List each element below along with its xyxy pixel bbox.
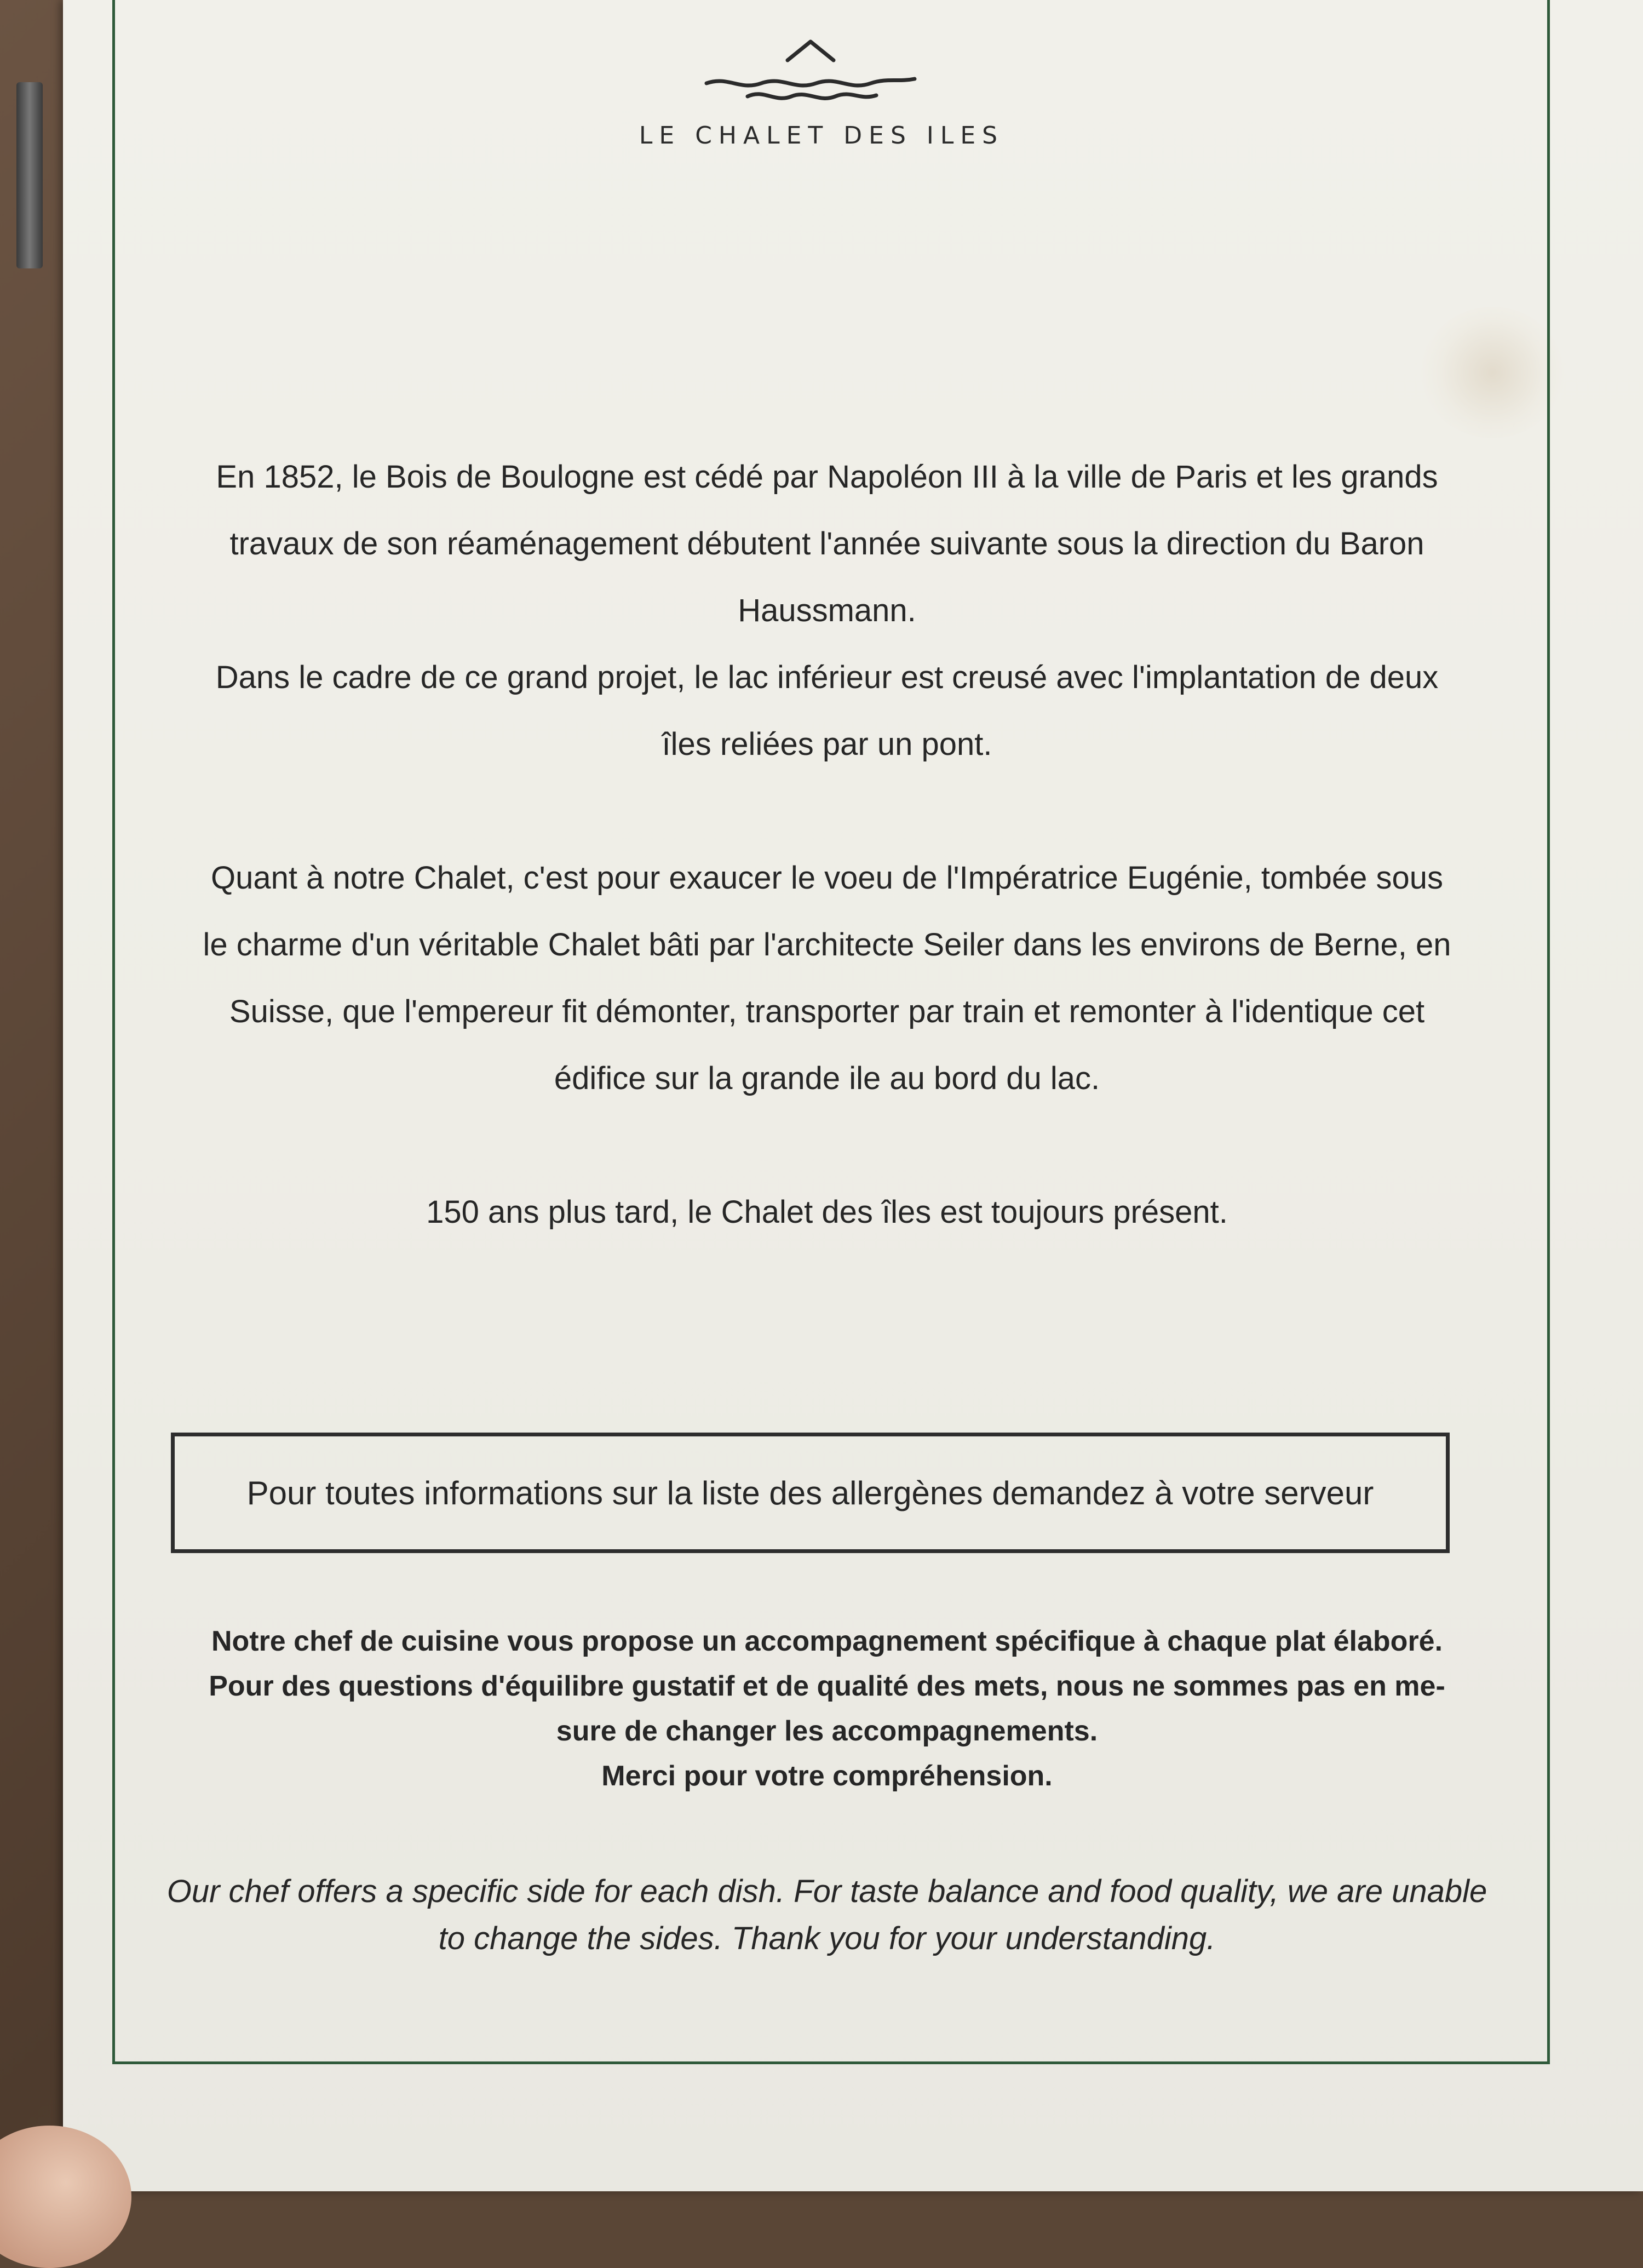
paragraph-gap <box>131 1112 1523 1179</box>
notice-fr-line: Pour des questions d'équilibre gustatif et de qualité des mets, nous ne sommes pas en me- <box>209 1670 1445 1702</box>
brand-name: LE CHALET DES ILES <box>639 122 1004 150</box>
history-line: Dans le cadre de ce grand projet, le lac inférieur est creusé avec l'implantation de deux <box>215 660 1439 695</box>
history-closing-line: 150 ans plus tard, le Chalet des îles est toujours présent. <box>426 1194 1228 1230</box>
notice-fr-line: Notre chef de cuisine vous propose un accompagnement spécifique à chaque plat élaboré. <box>211 1625 1443 1657</box>
notice-en-line: to change the sides. Thank you for your understanding. <box>438 1921 1216 1956</box>
notice-fr-line: Merci pour votre compréhension. <box>601 1760 1053 1792</box>
paragraph-gap <box>131 778 1523 845</box>
binding-clip <box>16 82 43 268</box>
history-line: Suisse, que l'empereur fit démonter, transporter par train et remonter à l'identique cet <box>229 994 1425 1029</box>
side-dish-notice-en <box>131 1868 1523 1962</box>
history-line: En 1852, le Bois de Boulogne est cédé par Napoléon III à la ville de Paris et les grands <box>216 459 1438 495</box>
history-line: Haussmann. <box>738 593 916 628</box>
notice-fr-line: sure de changer les accompagnements. <box>556 1715 1098 1747</box>
allergen-notice-text: Pour toutes informations sur la liste des allergènes demandez à votre serveur <box>246 1474 1374 1511</box>
history-line: travaux de son réaménagement débutent l'année suivante sous la direction du Baron <box>229 526 1424 562</box>
waves-roof-logo-icon <box>696 33 926 115</box>
allergen-notice-box <box>171 1433 1450 1553</box>
history-line: îles reliées par un pont. <box>662 726 992 762</box>
history-line: le charme d'un véritable Chalet bâti par l'architecte Seiler dans les environs de Berne, en <box>203 927 1451 963</box>
side-dish-notice-fr <box>131 1619 1523 1799</box>
history-line: édifice sur la grande ile au bord du lac. <box>554 1061 1100 1096</box>
history-line: Quant à notre Chalet, c'est pour exaucer le voeu de l'Impératrice Eugénie, tombée sous <box>211 860 1443 896</box>
notice-en-line: Our chef offers a specific side for each dish. For taste balance and food quality, we are unable <box>166 1874 1487 1909</box>
history-text <box>131 444 1523 1246</box>
